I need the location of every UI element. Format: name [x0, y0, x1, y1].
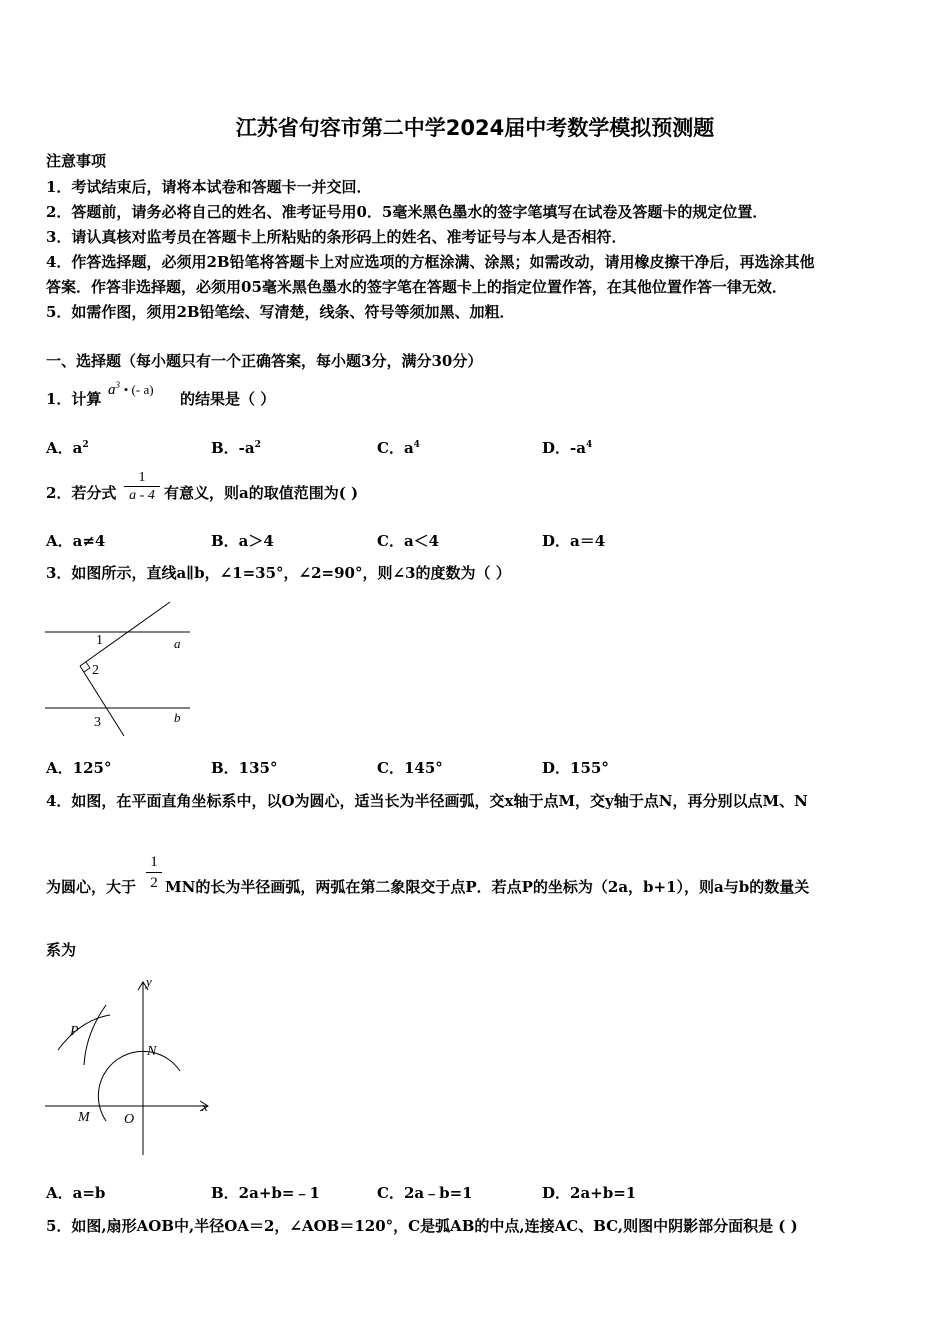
label-n: N	[147, 1044, 157, 1059]
expr-rest: • (- a)	[123, 382, 154, 397]
option-label: C．a	[377, 439, 414, 457]
question-5-text: 5．如图,扇形AOB中,半径OA＝2，∠AOB＝120°，C是弧AB的中点,连接AC、BC,则图中阴影部分面积是 ( )	[46, 1217, 798, 1235]
arc-p-1	[58, 1015, 110, 1050]
option-label: A．a	[46, 439, 83, 457]
notice-item: 1．考试结束后，请将本试卷和答题卡一并交回．	[46, 178, 372, 196]
question-2-suffix: 有意义，则a的取值范围为( )	[164, 484, 359, 502]
question-4-line-2-suffix: MN的长为半径画弧，两弧在第二象限交于点P．若点P的坐标为（2a，b+1），则a与b的数量关	[165, 878, 810, 896]
option-b[interactable]	[211, 437, 261, 458]
notice-item: 3．请认真核对监考员在答题卡上所粘贴的条形码上的姓名、准考证号与本人是否相符．	[46, 228, 627, 246]
fraction	[124, 470, 160, 505]
label-p: P	[70, 1024, 79, 1039]
question-3-text: 3．如图所示，直线a∥b，∠1=35°，∠2=90°，则∠3的度数为（ ）	[46, 564, 511, 582]
notice-item: 答案．作答非选择题，必须用05毫米黑色墨水的签字笔在答题卡上的指定位置作答，在其他位置作答一律无效．	[46, 278, 787, 296]
question-1-prefix: 1．计算	[46, 390, 102, 408]
question-1-expression	[108, 380, 154, 399]
option-d[interactable]: D．2a+b=1	[542, 1184, 637, 1202]
option-label: D．-a	[542, 439, 586, 457]
expr-base: a	[108, 382, 116, 398]
label-b: b	[174, 710, 181, 725]
question-4-line-1: 4．如图，在平面直角坐标系中，以O为圆心，适当长为半径画弧，交x轴于点M，交y轴于点N，再分别以点M、N	[46, 792, 808, 810]
option-d[interactable]	[542, 437, 592, 458]
option-sup: 2	[254, 440, 261, 450]
label-a: a	[174, 636, 181, 651]
question-4-line-3: 系为	[46, 941, 77, 959]
right-angle-mark	[84, 662, 90, 672]
notice-item: 2．答题前，请务必将自己的姓名、准考证号用0．5毫米黑色墨水的签字笔填写在试卷及答题卡的规定位置．	[46, 203, 768, 221]
label-angle-1: 1	[96, 633, 103, 648]
arc-mn	[98, 1051, 180, 1121]
option-a[interactable]: A．a=b	[46, 1184, 106, 1202]
option-b[interactable]: B．a＞4	[211, 532, 274, 550]
option-label: B．-a	[211, 439, 255, 457]
label-angle-2: 2	[92, 663, 99, 678]
parallel-lines-figure	[40, 598, 200, 740]
notice-heading: 注意事项	[46, 152, 107, 170]
option-c[interactable]: C．2a﹣b=1	[377, 1184, 473, 1202]
option-b[interactable]: B．135°	[211, 759, 278, 777]
option-b[interactable]: B．2a+b=﹣1	[211, 1184, 320, 1202]
transversal-lower	[80, 666, 124, 736]
option-d[interactable]: D．a＝4	[542, 532, 606, 550]
option-c[interactable]: C．145°	[377, 759, 443, 777]
option-sup: 4	[585, 440, 593, 450]
label-y: y	[146, 975, 152, 989]
expr-exponent: 3	[115, 380, 120, 390]
fraction-numerator: 1	[150, 854, 158, 870]
notice-item: 5．如需作图，须用2B铅笔绘、写清楚，线条、符号等须加黑、加粗．	[46, 303, 515, 321]
section-heading: 一、选择题（每小题只有一个正确答案，每小题3分，满分30分）	[46, 352, 483, 370]
fraction-half	[146, 852, 162, 893]
option-d[interactable]: D．155°	[542, 759, 609, 777]
notice-item: 4．作答选择题，必须用2B铅笔将答题卡上对应选项的方框涂满、涂黑；如需改动，请用橡皮擦干净后，再选涂其他	[46, 253, 815, 271]
option-c[interactable]: C．a＜4	[377, 532, 440, 550]
label-x: x	[202, 1099, 208, 1114]
coordinate-figure	[40, 975, 220, 1160]
label-o: O	[124, 1112, 135, 1127]
option-a[interactable]: A．a≠4	[46, 532, 106, 550]
question-4-line-2-prefix: 为圆心，大于	[46, 878, 137, 896]
option-a[interactable]	[46, 437, 89, 458]
page-title: 江苏省句容市第二中学2024届中考数学模拟预测题	[235, 116, 715, 140]
fraction-denominator: a - 4	[124, 486, 160, 505]
option-sup: 4	[413, 440, 420, 450]
label-angle-3: 3	[94, 715, 101, 730]
question-2-prefix: 2．若分式	[46, 484, 117, 502]
label-m: M	[78, 1110, 90, 1125]
fraction-denominator: 2	[146, 872, 162, 893]
option-a[interactable]: A．125°	[46, 759, 112, 777]
arc-p-2	[84, 1005, 106, 1065]
fraction-numerator: 1	[138, 470, 146, 485]
transversal-upper	[80, 602, 170, 666]
question-1-suffix: 的结果是（ ）	[180, 390, 276, 408]
option-sup: 2	[82, 440, 89, 450]
option-c[interactable]	[377, 437, 420, 458]
